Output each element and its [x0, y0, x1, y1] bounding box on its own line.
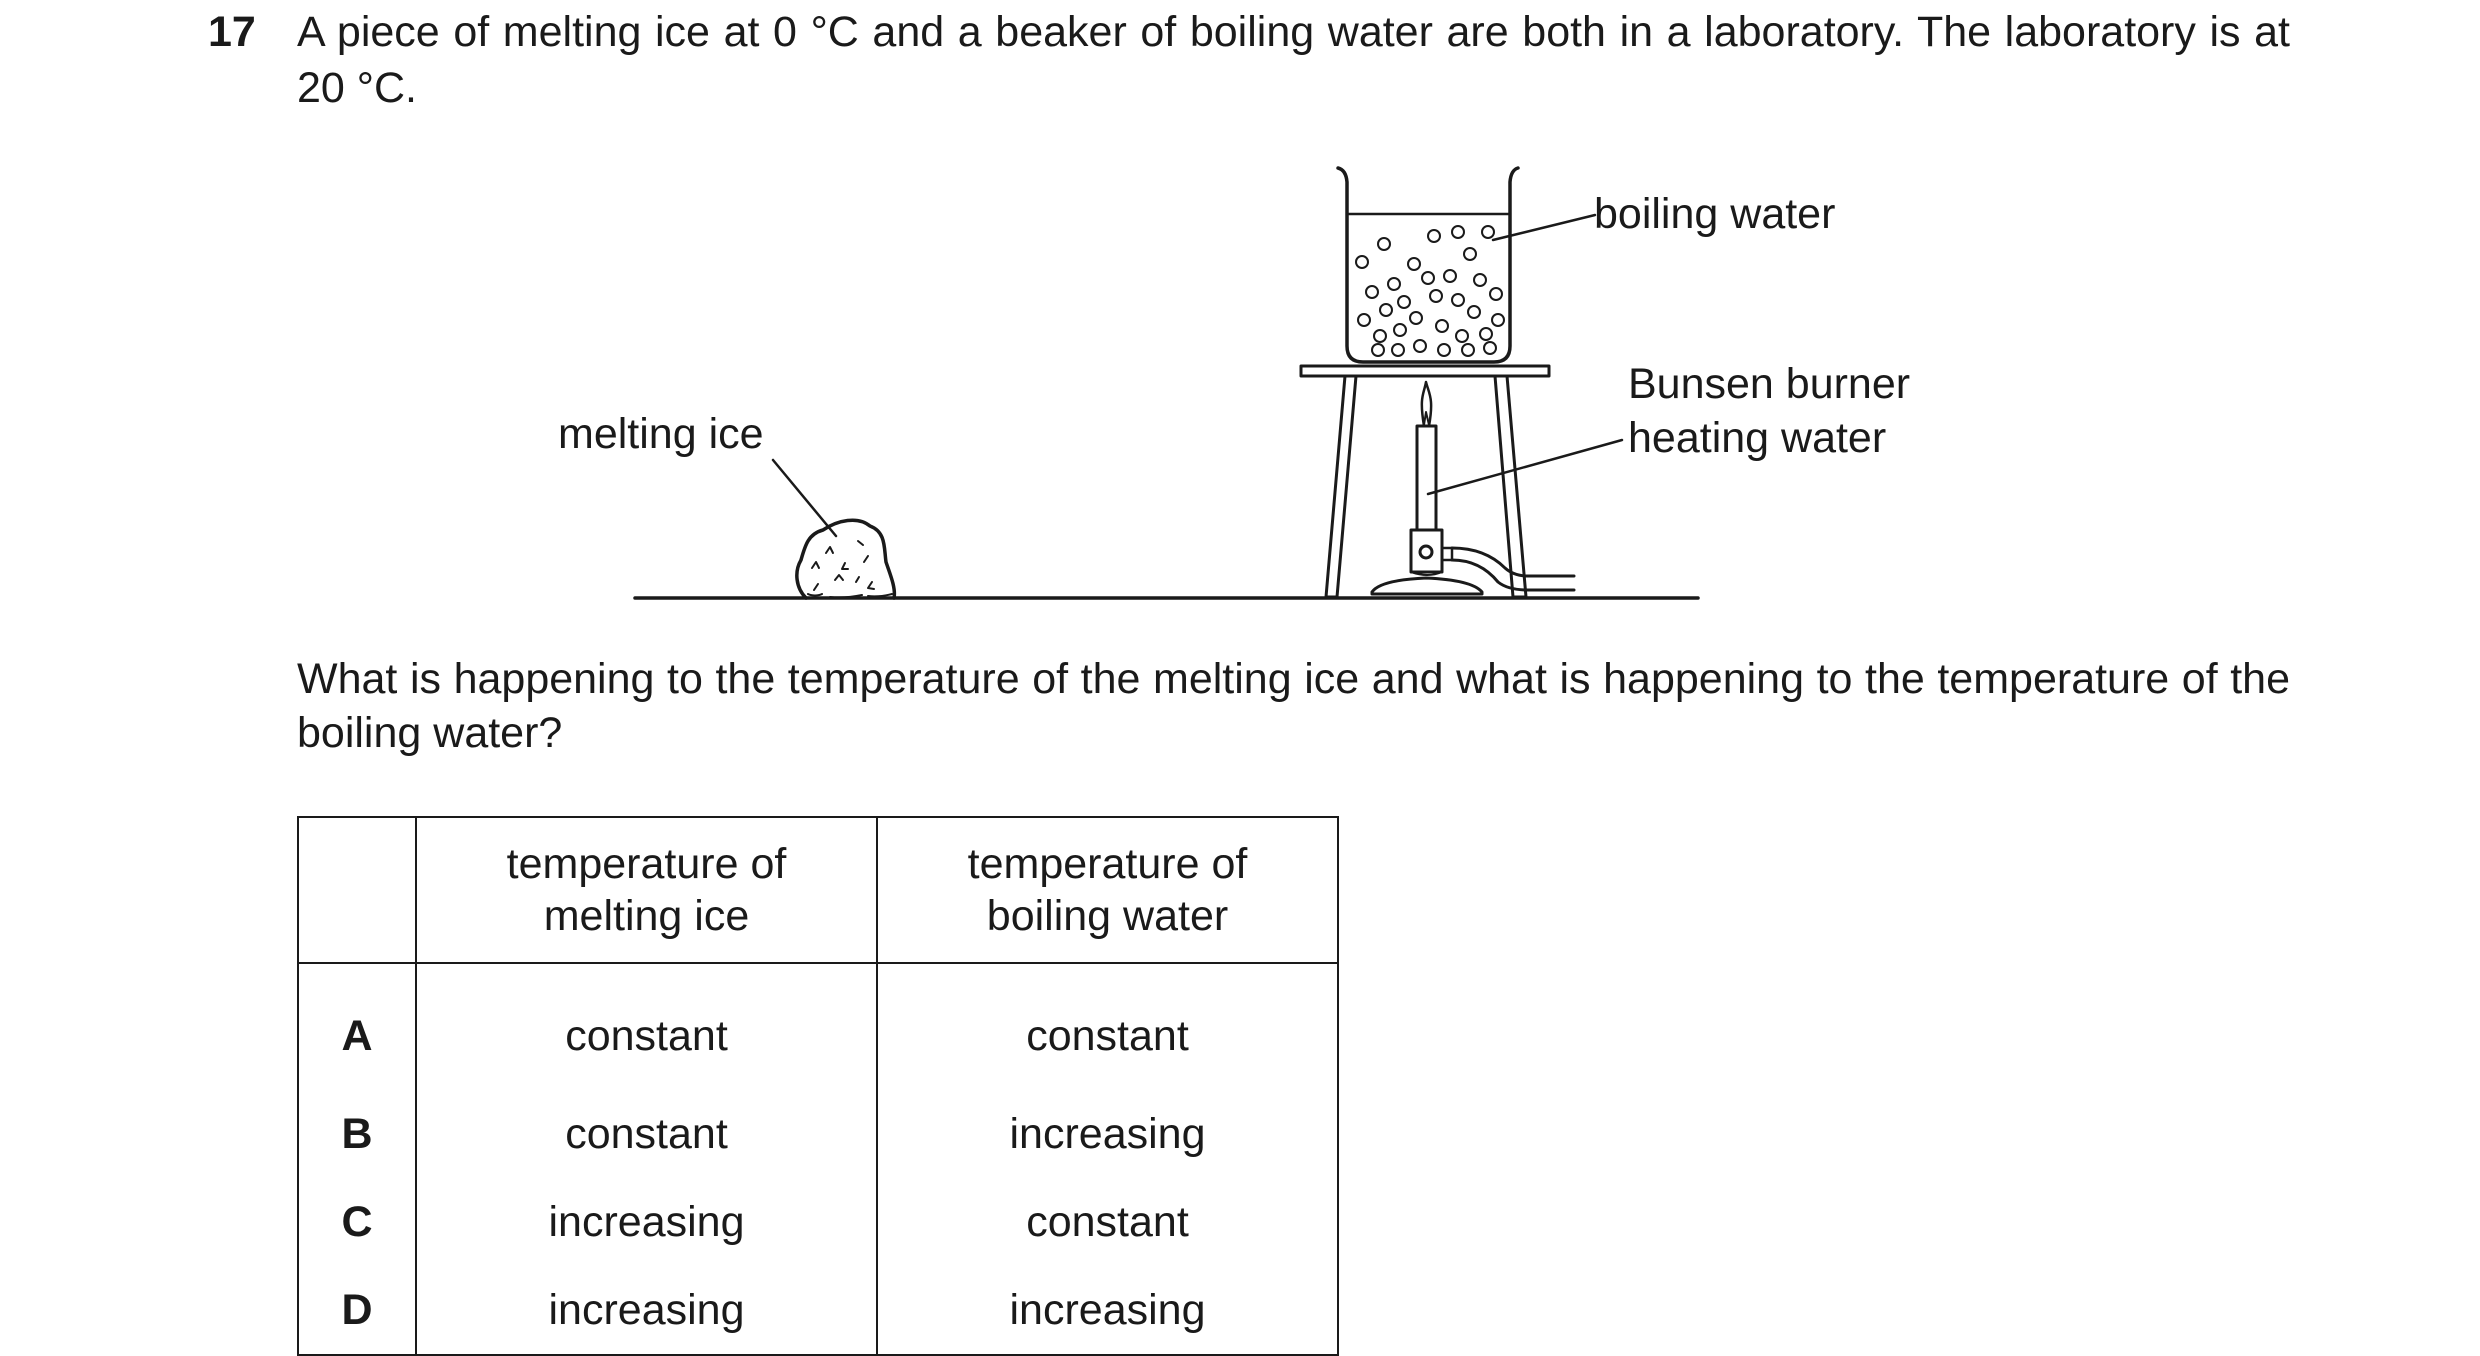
- question-prompt: What is happening to the temperature of the melting ice and what is happening to the temperature of the boiling water?: [297, 655, 2290, 757]
- tripod-leg-left: [1326, 376, 1356, 597]
- ice-cell: increasing: [416, 1178, 877, 1266]
- table-row[interactable]: [298, 1178, 1338, 1266]
- label-bunsen-burner: Bunsen burner: [1628, 360, 1911, 408]
- table-header-row: [298, 817, 1338, 963]
- option-letter[interactable]: B: [298, 1090, 416, 1178]
- water-cell: constant: [877, 963, 1338, 1090]
- answer-table: [297, 816, 1339, 1356]
- water-cell: constant: [877, 1178, 1338, 1266]
- header-ice-line1: temperature of: [506, 840, 787, 888]
- flame-icon: [1422, 382, 1431, 426]
- option-letter[interactable]: D: [298, 1266, 416, 1355]
- lab-diagram: [0, 0, 2480, 640]
- header-ice-line2: melting ice: [543, 892, 750, 940]
- ice-lump-icon: [797, 520, 895, 598]
- label-heating-water: heating water: [1628, 414, 1887, 462]
- question-stem: A piece of melting ice at 0 °C and a beaker of boiling water are both in a laboratory. The laboratory is at 20 °C.: [297, 8, 2290, 112]
- water-cell: increasing: [877, 1090, 1338, 1178]
- option-letter[interactable]: C: [298, 1178, 416, 1266]
- ice-cell: constant: [416, 1090, 877, 1178]
- header-water-line1: temperature of: [967, 840, 1248, 888]
- header-water-line2: boiling water: [986, 892, 1229, 940]
- table-row[interactable]: [298, 963, 1338, 1090]
- bubbles: [1356, 226, 1504, 356]
- ice-cell: constant: [416, 963, 877, 1090]
- label-boiling-water: boiling water: [1594, 190, 1836, 238]
- option-letter[interactable]: A: [298, 963, 416, 1090]
- header-water-temperature: [877, 817, 1338, 963]
- table-row[interactable]: [298, 1090, 1338, 1178]
- ice-cell: increasing: [416, 1266, 877, 1355]
- label-melting-ice: melting ice: [558, 410, 764, 458]
- water-cell: increasing: [877, 1266, 1338, 1355]
- header-ice-temperature: [416, 817, 877, 963]
- bunsen-burner-icon: [1417, 426, 1436, 530]
- question-number: 17: [208, 8, 256, 56]
- tripod-top: [1301, 366, 1549, 376]
- header-option: [298, 817, 416, 963]
- table-row[interactable]: [298, 1266, 1338, 1355]
